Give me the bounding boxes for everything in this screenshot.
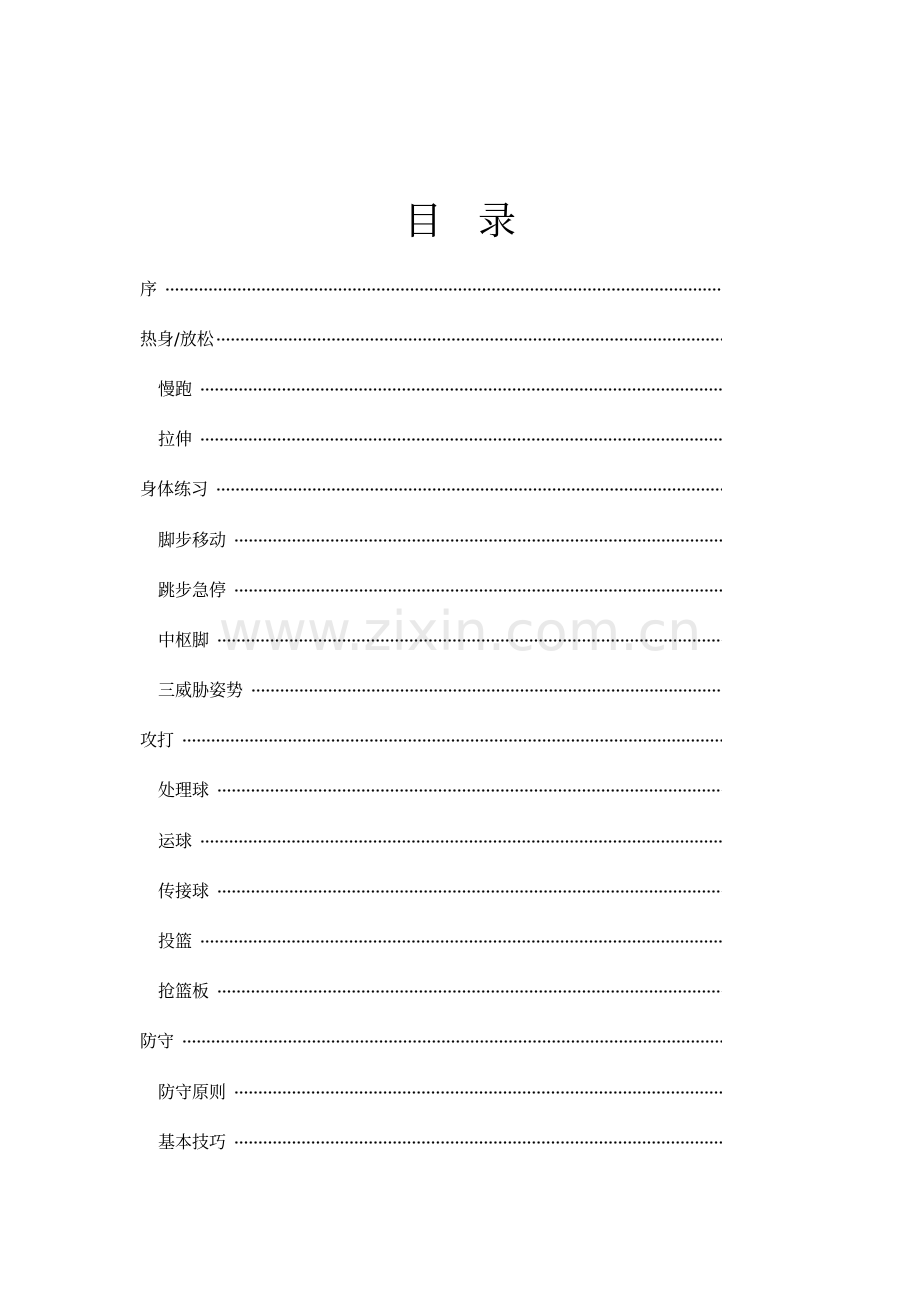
toc-item <box>140 613 722 663</box>
toc-item <box>140 965 722 1015</box>
toc-item-label: 防守 <box>140 1032 174 1053</box>
toc-dot-leader <box>234 589 722 592</box>
table-of-contents <box>140 262 722 1165</box>
toc-item-label: 拉伸 <box>158 430 192 451</box>
toc-item-label: 跳步急停 <box>158 580 226 601</box>
toc-dot-leader <box>234 1141 722 1144</box>
toc-item <box>140 413 722 463</box>
toc-item-label: 脚步移动 <box>158 530 226 551</box>
toc-item-label: 慢跑 <box>158 379 192 400</box>
toc-item-label: 基本技巧 <box>158 1132 226 1153</box>
toc-item <box>140 362 722 412</box>
toc-dot-leader <box>182 1040 722 1043</box>
toc-dot-leader <box>217 890 722 893</box>
watermark: www.zixin.com.cn <box>218 600 702 663</box>
toc-dot-leader <box>217 990 722 993</box>
toc-item <box>140 864 722 914</box>
toc-item <box>140 1115 722 1165</box>
toc-item-label: 抢篮板 <box>158 982 209 1003</box>
toc-dot-leader <box>200 388 722 391</box>
toc-item <box>140 262 722 312</box>
toc-item-label: 三威胁姿势 <box>158 681 243 702</box>
toc-item <box>140 1065 722 1115</box>
toc-dot-leader <box>217 639 722 642</box>
toc-item-label: 运球 <box>158 831 192 852</box>
toc-dot-leader <box>217 789 722 792</box>
toc-item <box>140 312 722 362</box>
toc-item-label: 攻打 <box>140 731 174 752</box>
toc-item-label: 身体练习 <box>140 480 208 501</box>
toc-item-label: 处理球 <box>158 781 209 802</box>
toc-dot-leader <box>216 338 722 341</box>
toc-dot-leader <box>234 1091 722 1094</box>
toc-item <box>140 664 722 714</box>
toc-item-label: 投篮 <box>158 932 192 953</box>
toc-item <box>140 814 722 864</box>
toc-dot-leader <box>182 739 722 742</box>
toc-dot-leader <box>234 539 722 542</box>
toc-item-label: 中枢脚 <box>158 630 209 651</box>
toc-dot-leader <box>251 689 722 692</box>
toc-item <box>140 563 722 613</box>
toc-item-label: 热身/放松 <box>140 329 214 350</box>
toc-dot-leader <box>216 488 722 491</box>
page-title: 目录 <box>403 199 552 243</box>
toc-dot-leader <box>200 840 722 843</box>
toc-item <box>140 714 722 764</box>
toc-item-label: 传接球 <box>158 881 209 902</box>
toc-item <box>140 914 722 964</box>
toc-item <box>140 764 722 814</box>
toc-dot-leader <box>200 438 722 441</box>
toc-item <box>140 463 722 513</box>
toc-item <box>140 513 722 563</box>
toc-item-label: 序 <box>140 279 157 300</box>
toc-dot-leader <box>165 288 722 291</box>
toc-item-label: 防守原则 <box>158 1082 226 1103</box>
toc-item <box>140 1015 722 1065</box>
toc-dot-leader <box>200 940 722 943</box>
